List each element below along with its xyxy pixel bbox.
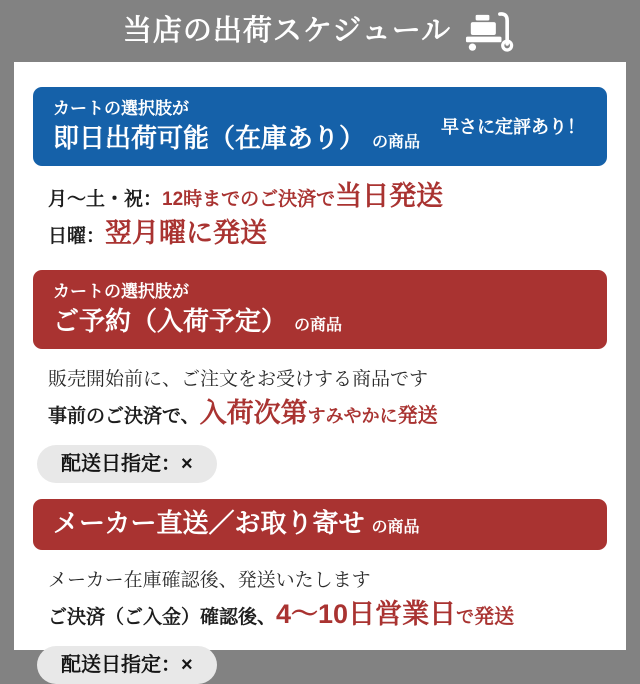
detail-line [48,598,607,635]
preorder-details [48,363,607,434]
condition-label: ご決済（ご入金）確認後、 [48,606,277,628]
condition-label: 事前のご決済で、 [48,406,200,428]
day-label: 月〜土・祝： [48,189,163,211]
page-title: 当店の出荷スケジュール [122,14,452,47]
banner-preorder [33,270,607,349]
banner-text-group [53,507,587,540]
shipping-emphasis: 入荷次第 [199,398,308,429]
banner-maker-direct [33,499,607,550]
description-text: メーカー在庫確認後、発送いたします [48,569,371,591]
day-label: 日曜： [48,226,106,248]
description-text: 販売開始前に、ご注文をお受けする商品です [48,369,429,391]
delivery-date-badge: 配送日指定：× [37,445,217,483]
detail-line [48,397,607,434]
delivery-date-badge: 配送日指定：× [37,646,217,684]
banner-top-line: カートの選択肢が [53,282,189,302]
detail-line [48,564,607,598]
banner-suffix: の商品 [294,316,343,334]
shipping-emphasis: 当日発送 [335,181,444,212]
shipping-subtext: すみやかに [307,406,398,427]
banner-main-label: メーカー直送／お取り寄せ [53,508,365,539]
detail-line [48,363,607,397]
content-area [14,62,626,676]
maker-direct-details [48,564,607,635]
banner-main-label: ご予約（入荷予定） [53,305,288,336]
hand-truck-icon [465,10,517,52]
banner-suffix: の商品 [372,133,421,151]
banner-top-line: カートの選択肢が [53,99,189,118]
same-day-details [48,180,607,254]
shipping-emphasis: 翌月曜に発送 [105,218,268,249]
detail-line [48,180,607,217]
shipping-emphasis: 4〜10日営業日 [276,598,457,629]
banner-text-group [53,280,587,337]
page-header [14,0,626,62]
shipping-tail: 発送 [474,605,515,628]
condition-text: 12時までのご決済で [162,189,336,211]
banner-suffix: の商品 [371,519,420,537]
detail-line [48,217,607,254]
shipping-tail: 発送 [397,405,438,428]
banner-main-label: 即日出荷可能（在庫あり） [53,122,366,153]
shipping-subtext: で [456,606,475,627]
banner-same-day-shipping [33,87,607,166]
banner-text-group [53,97,441,154]
banner-side-note: 早さに定評あり！ [441,116,585,137]
